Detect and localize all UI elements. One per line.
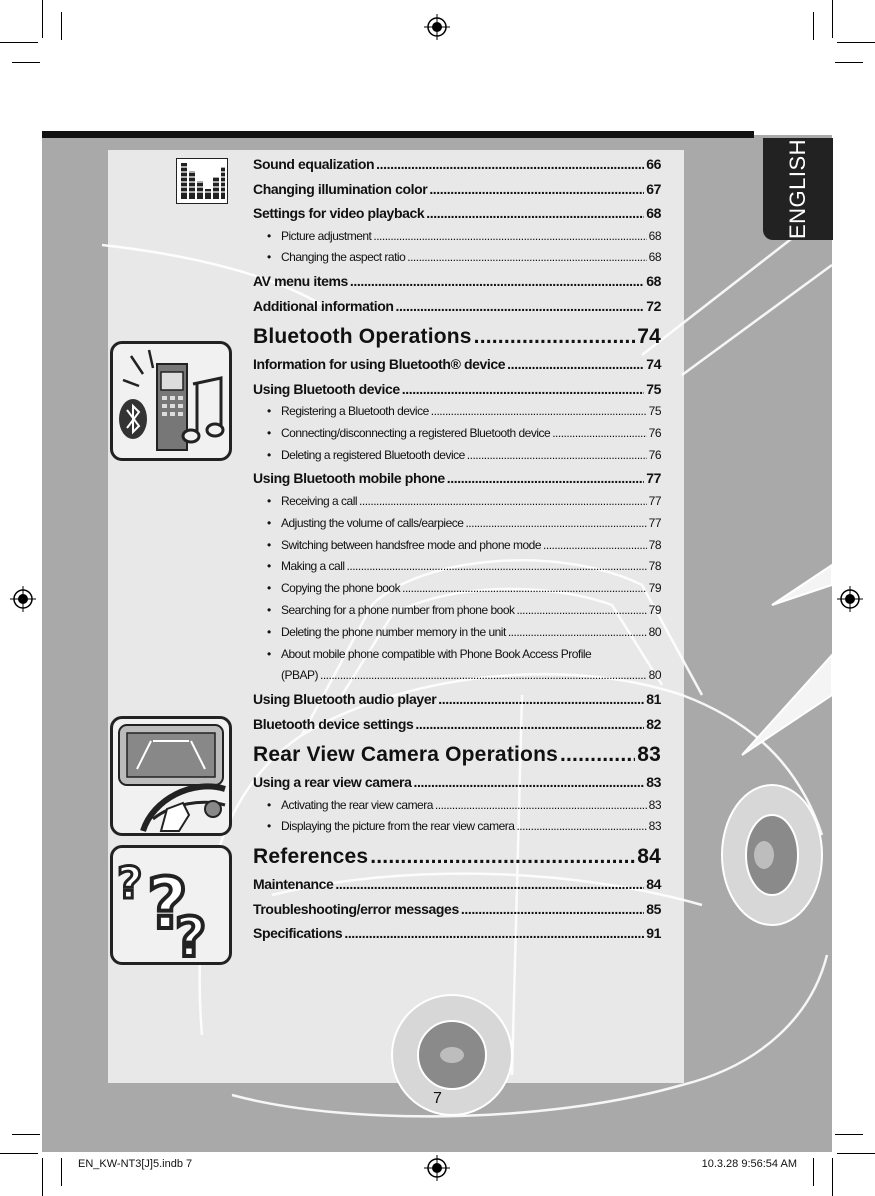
toc-subentry[interactable]: • Displaying the picture from the rear view camera ..... 83: [253, 816, 661, 838]
toc-section-references[interactable]: References ..... 84: [253, 838, 661, 872]
crop-mark: [42, 0, 43, 38]
toc-subentry[interactable]: • Changing the aspect ratio ..... 68: [253, 247, 661, 269]
toc-entry[interactable]: Maintenance ..... 84: [253, 872, 661, 897]
crop-mark: [813, 12, 814, 40]
crop-mark: [61, 12, 62, 40]
equalizer-icon: [176, 158, 228, 204]
svg-text:?: ?: [175, 906, 207, 962]
crop-mark: [0, 1153, 38, 1154]
page-number: 7: [433, 1090, 442, 1107]
toc-subentry[interactable]: • Receiving a call ..... 77: [253, 491, 661, 513]
toc-entry[interactable]: Using Bluetooth device ..... 75: [253, 377, 661, 402]
crop-mark: [0, 42, 38, 43]
toc-subentry[interactable]: • Activating the rear view camera ..... 83: [253, 795, 661, 817]
registration-mark-icon: [424, 1155, 450, 1181]
toc-subentry[interactable]: • Copying the phone book ..... 79: [253, 578, 661, 600]
toc-entry[interactable]: Bluetooth device settings ..... 82: [253, 712, 661, 737]
toc-entry[interactable]: AV menu items ..... 68: [253, 269, 661, 294]
toc-entry[interactable]: Specifications ..... 91: [253, 921, 661, 946]
rear-camera-icon: [110, 716, 232, 836]
crop-mark: [12, 62, 40, 63]
toc-subentry-continued[interactable]: (PBAP) ..... 80: [253, 665, 661, 687]
crop-mark: [835, 1134, 863, 1135]
bluetooth-phone-icon: [110, 341, 232, 461]
toc-entry[interactable]: Using Bluetooth mobile phone ..... 77: [253, 466, 661, 491]
toc-entry[interactable]: Settings for video playback ..... 68: [253, 201, 661, 226]
crop-mark: [61, 1158, 62, 1186]
toc-subentry[interactable]: • About mobile phone compatible with Phone Book Access Profile: [267, 646, 592, 661]
toc-section-rear-view[interactable]: Rear View Camera Operations ..... 83: [253, 736, 661, 770]
toc-subentry[interactable]: • Searching for a phone number from phone book ..... 79: [253, 600, 661, 622]
toc-subentry[interactable]: • Deleting a registered Bluetooth device ..... 76: [253, 445, 661, 467]
toc-subentry[interactable]: • Making a call ..... 78: [253, 556, 661, 578]
toc-entry[interactable]: Changing illumination color ..... 67: [253, 177, 661, 202]
crop-mark: [813, 1158, 814, 1186]
language-tab-label: ENGLISH: [785, 138, 810, 240]
toc-entry[interactable]: Using Bluetooth audio player ..... 81: [253, 687, 661, 712]
toc-subentry[interactable]: • Picture adjustment ..... 68: [253, 226, 661, 248]
toc-entry[interactable]: Information for using Bluetooth® device ..... 74: [253, 352, 661, 377]
crop-mark: [42, 1158, 43, 1196]
crop-mark: [837, 42, 875, 43]
table-of-contents: [253, 152, 661, 946]
toc-subentry[interactable]: • Registering a Bluetooth device ..... 75: [253, 401, 661, 423]
crop-mark: [837, 1153, 875, 1154]
toc-entry[interactable]: Troubleshooting/error messages ..... 85: [253, 897, 661, 922]
footer-timestamp: 10.3.28 9:56:54 AM: [701, 1158, 797, 1170]
registration-mark-icon: [10, 586, 36, 612]
crop-mark: [832, 0, 833, 38]
toc-entry[interactable]: Sound equalization ..... 66: [253, 152, 661, 177]
toc-subentry[interactable]: • Switching between handsfree mode and phone mode ..... 78: [253, 535, 661, 557]
toc-entry[interactable]: Additional information ..... 72: [253, 294, 661, 319]
registration-mark-icon: [424, 14, 450, 40]
svg-text:?: ?: [117, 858, 143, 909]
footer-file-name: EN_KW-NT3[J]5.indb 7: [78, 1158, 193, 1170]
toc-subentry[interactable]: • Connecting/disconnecting a registered Bluetooth device ..... 76: [253, 423, 661, 445]
crop-mark: [832, 1158, 833, 1196]
question-marks-icon: [110, 845, 232, 965]
language-tab: [763, 138, 833, 240]
registration-mark-icon: [837, 586, 863, 612]
crop-mark: [12, 1134, 40, 1135]
toc-section-bluetooth[interactable]: Bluetooth Operations ..... 74: [253, 318, 661, 352]
top-rule: [42, 131, 754, 138]
toc-subentry[interactable]: • Adjusting the volume of calls/earpiece ..... 77: [253, 513, 661, 535]
toc-entry[interactable]: Using a rear view camera ..... 83: [253, 770, 661, 795]
toc-subentry[interactable]: • Deleting the phone number memory in the unit ..... 80: [253, 622, 661, 644]
crop-mark: [835, 62, 863, 63]
svg-text:?: ?: [147, 863, 188, 945]
